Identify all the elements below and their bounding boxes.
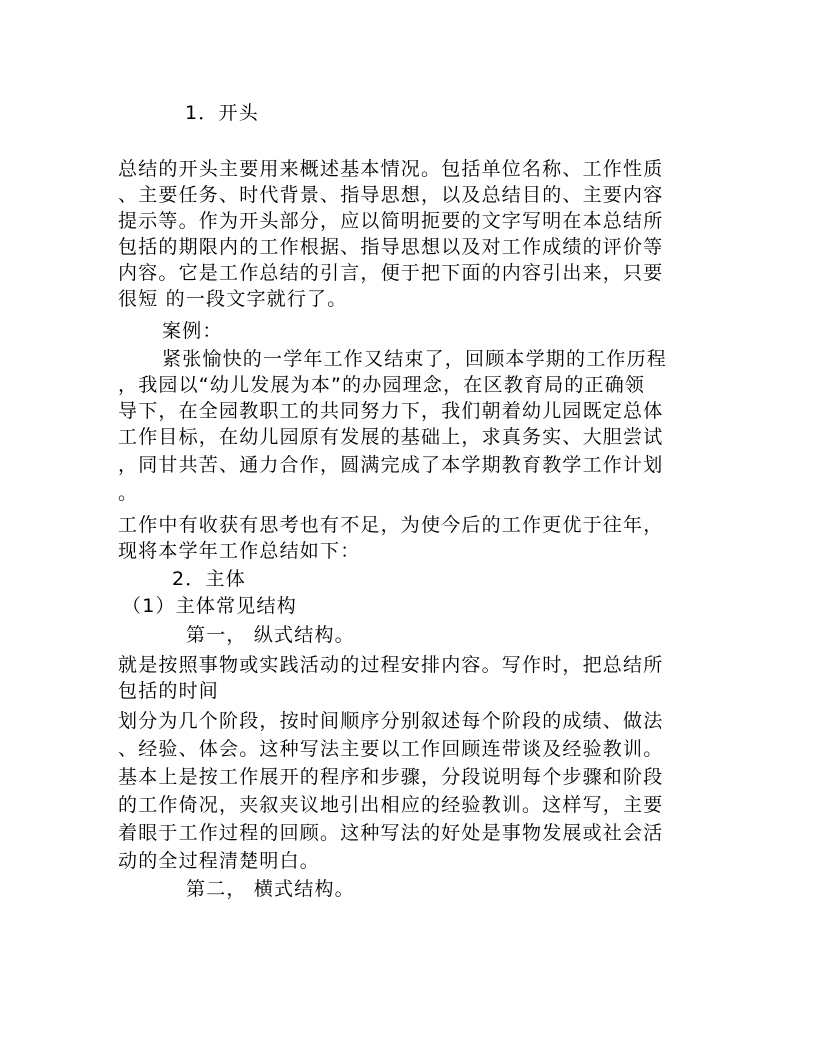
paragraph-line: 导下，在全园教职工的共同努力下，我们朝着幼儿园既定总体 [118, 400, 664, 422]
section-heading-body: 2．主体 [172, 568, 246, 590]
paragraph-line: 工作中有收获有思考也有不足，为使今后的工作更优于往年， [118, 514, 664, 536]
paragraph-line: 很短 的一段文字就行了。 [118, 288, 348, 310]
paragraph-line: 现将本学年工作总结如下： [118, 540, 361, 562]
paragraph-line: 就是按照事物或实践活动的过程安排内容。写作时，把总结所 [118, 654, 664, 676]
paragraph-line: 的工作倚况，夹叙夹议地引出相应的经验教训。这样写，主要 [118, 794, 664, 816]
paragraph-line: 内容。它是工作总结的引言，便于把下面的内容引出来，只要 [118, 262, 664, 284]
paragraph-line: 基本上是按工作展开的程序和步骤，分段说明每个步骤和阶段 [118, 766, 664, 788]
paragraph-line: 动的全过程清楚明白。 [118, 850, 321, 872]
paragraph-line: 工作目标，在幼儿园原有发展的基础上，求真务实、大胆尝试 [118, 426, 664, 448]
paragraph-line: 。 [118, 482, 139, 504]
paragraph-line: 总结的开头主要用来概述基本情况。包括单位名称、工作性质 [118, 158, 664, 180]
paragraph-line: 、主要任务、时代背景、指导思想，以及总结目的、主要内容 [118, 184, 664, 206]
paragraph-line: 提示等。作为开头部分，应以简明扼要的文字写明在本总结所 [118, 210, 664, 232]
paragraph-line: 紧张愉快的一学年工作又结束了，回顾本学期的工作历程 [162, 348, 668, 370]
paragraph-line: ，同甘共苦、通力合作，圆满完成了本学期教育教学工作计划 [118, 454, 664, 476]
item-heading: 第二， 横式结构。 [186, 878, 355, 900]
paragraph-line: 着眼于工作过程的回顾。这种写法的好处是事物发展或社会活 [118, 822, 664, 844]
paragraph-line: ，我园以“幼儿发展为本”的办园理念，在区教育局的正确领 [118, 374, 646, 396]
paragraph-line: 包括的期限内的工作根据、指导思想以及对工作成绩的评价等 [118, 236, 664, 258]
paragraph-line: 、经验、体会。这种写法主要以工作回顾连带谈及经验教训。 [118, 738, 664, 760]
subsection-heading: （1）主体常见结构 [122, 595, 297, 617]
section-heading-opening: 1．开头 [185, 102, 259, 124]
paragraph-line: 包括的时间 [118, 680, 220, 702]
item-heading: 第一， 纵式结构。 [186, 624, 355, 646]
example-label: 案例： [162, 320, 223, 342]
paragraph-line: 划分为几个阶段，按时间顺序分别叙述每个阶段的成绩、做法 [118, 710, 664, 732]
